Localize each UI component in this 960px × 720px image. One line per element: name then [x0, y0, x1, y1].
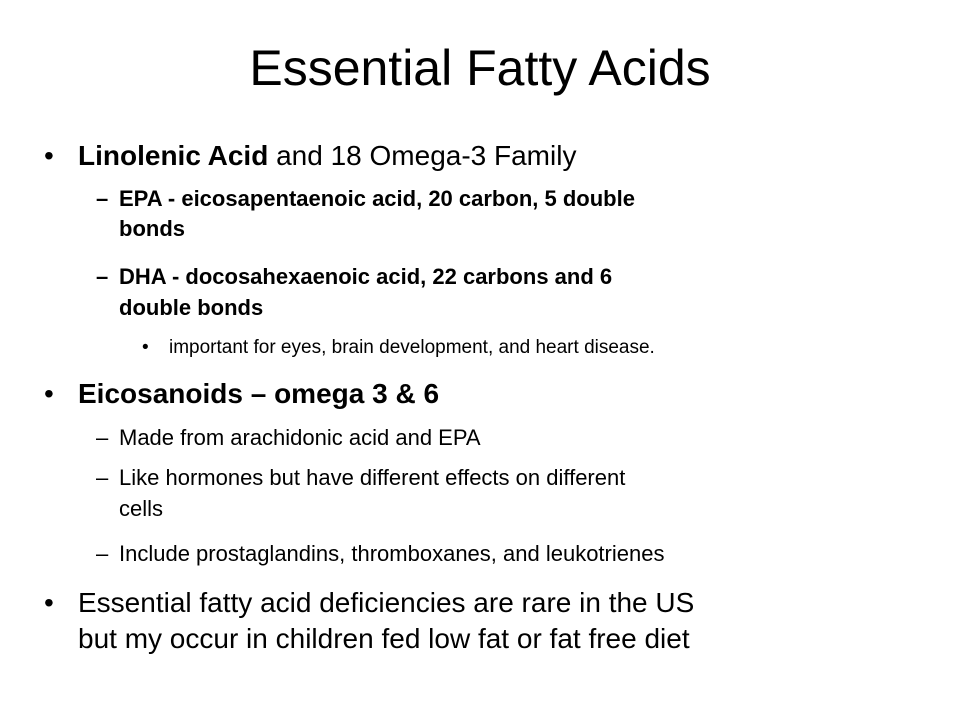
bullet-marker: •: [44, 140, 54, 171]
dash-marker: –: [96, 465, 109, 490]
sub-bullet-like-hormones-line1: Like hormones but have different effects on different: [119, 465, 626, 490]
bullet-marker: •: [142, 337, 149, 358]
sub-bullet-epa-line1: EPA - eicosapentaenoic acid, 20 carbon, 5 double: [119, 186, 635, 211]
sub-sub-bullet-importance: important for eyes, brain development, and heart disease.: [169, 337, 655, 358]
bullet-text: and 18 Omega-3 Family: [268, 140, 577, 171]
bullet-bold-text: Linolenic Acid: [78, 140, 269, 171]
bullet-deficiencies-line1: Essential fatty acid deficiencies are rare in the US: [78, 587, 695, 618]
dash-marker: –: [96, 541, 109, 566]
sub-bullet-like-hormones-line2: cells: [119, 496, 164, 521]
bullet-deficiencies-line2: but my occur in children fed low fat or fat free diet: [78, 623, 690, 654]
bullet-linolenic-acid: [78, 139, 576, 173]
dash-marker: –: [96, 425, 109, 450]
sub-bullet-dha-line1: DHA - docosahexaenoic acid, 22 carbons and 6: [119, 264, 613, 289]
sub-bullet-made-from: Made from arachidonic acid and EPA: [119, 425, 481, 450]
dash-marker: –: [96, 186, 109, 211]
slide-title: Essential Fatty Acids: [249, 40, 711, 96]
sub-bullet-epa-line2: bonds: [119, 216, 185, 241]
bullet-marker: •: [44, 378, 54, 409]
bullet-marker: •: [44, 587, 54, 618]
dash-marker: –: [96, 264, 109, 289]
bullet-eicosanoids: Eicosanoids – omega 3 & 6: [78, 378, 440, 409]
sub-bullet-dha-line2: double bonds: [119, 295, 264, 320]
sub-bullet-include: Include prostaglandins, thromboxanes, and leukotrienes: [119, 541, 665, 566]
